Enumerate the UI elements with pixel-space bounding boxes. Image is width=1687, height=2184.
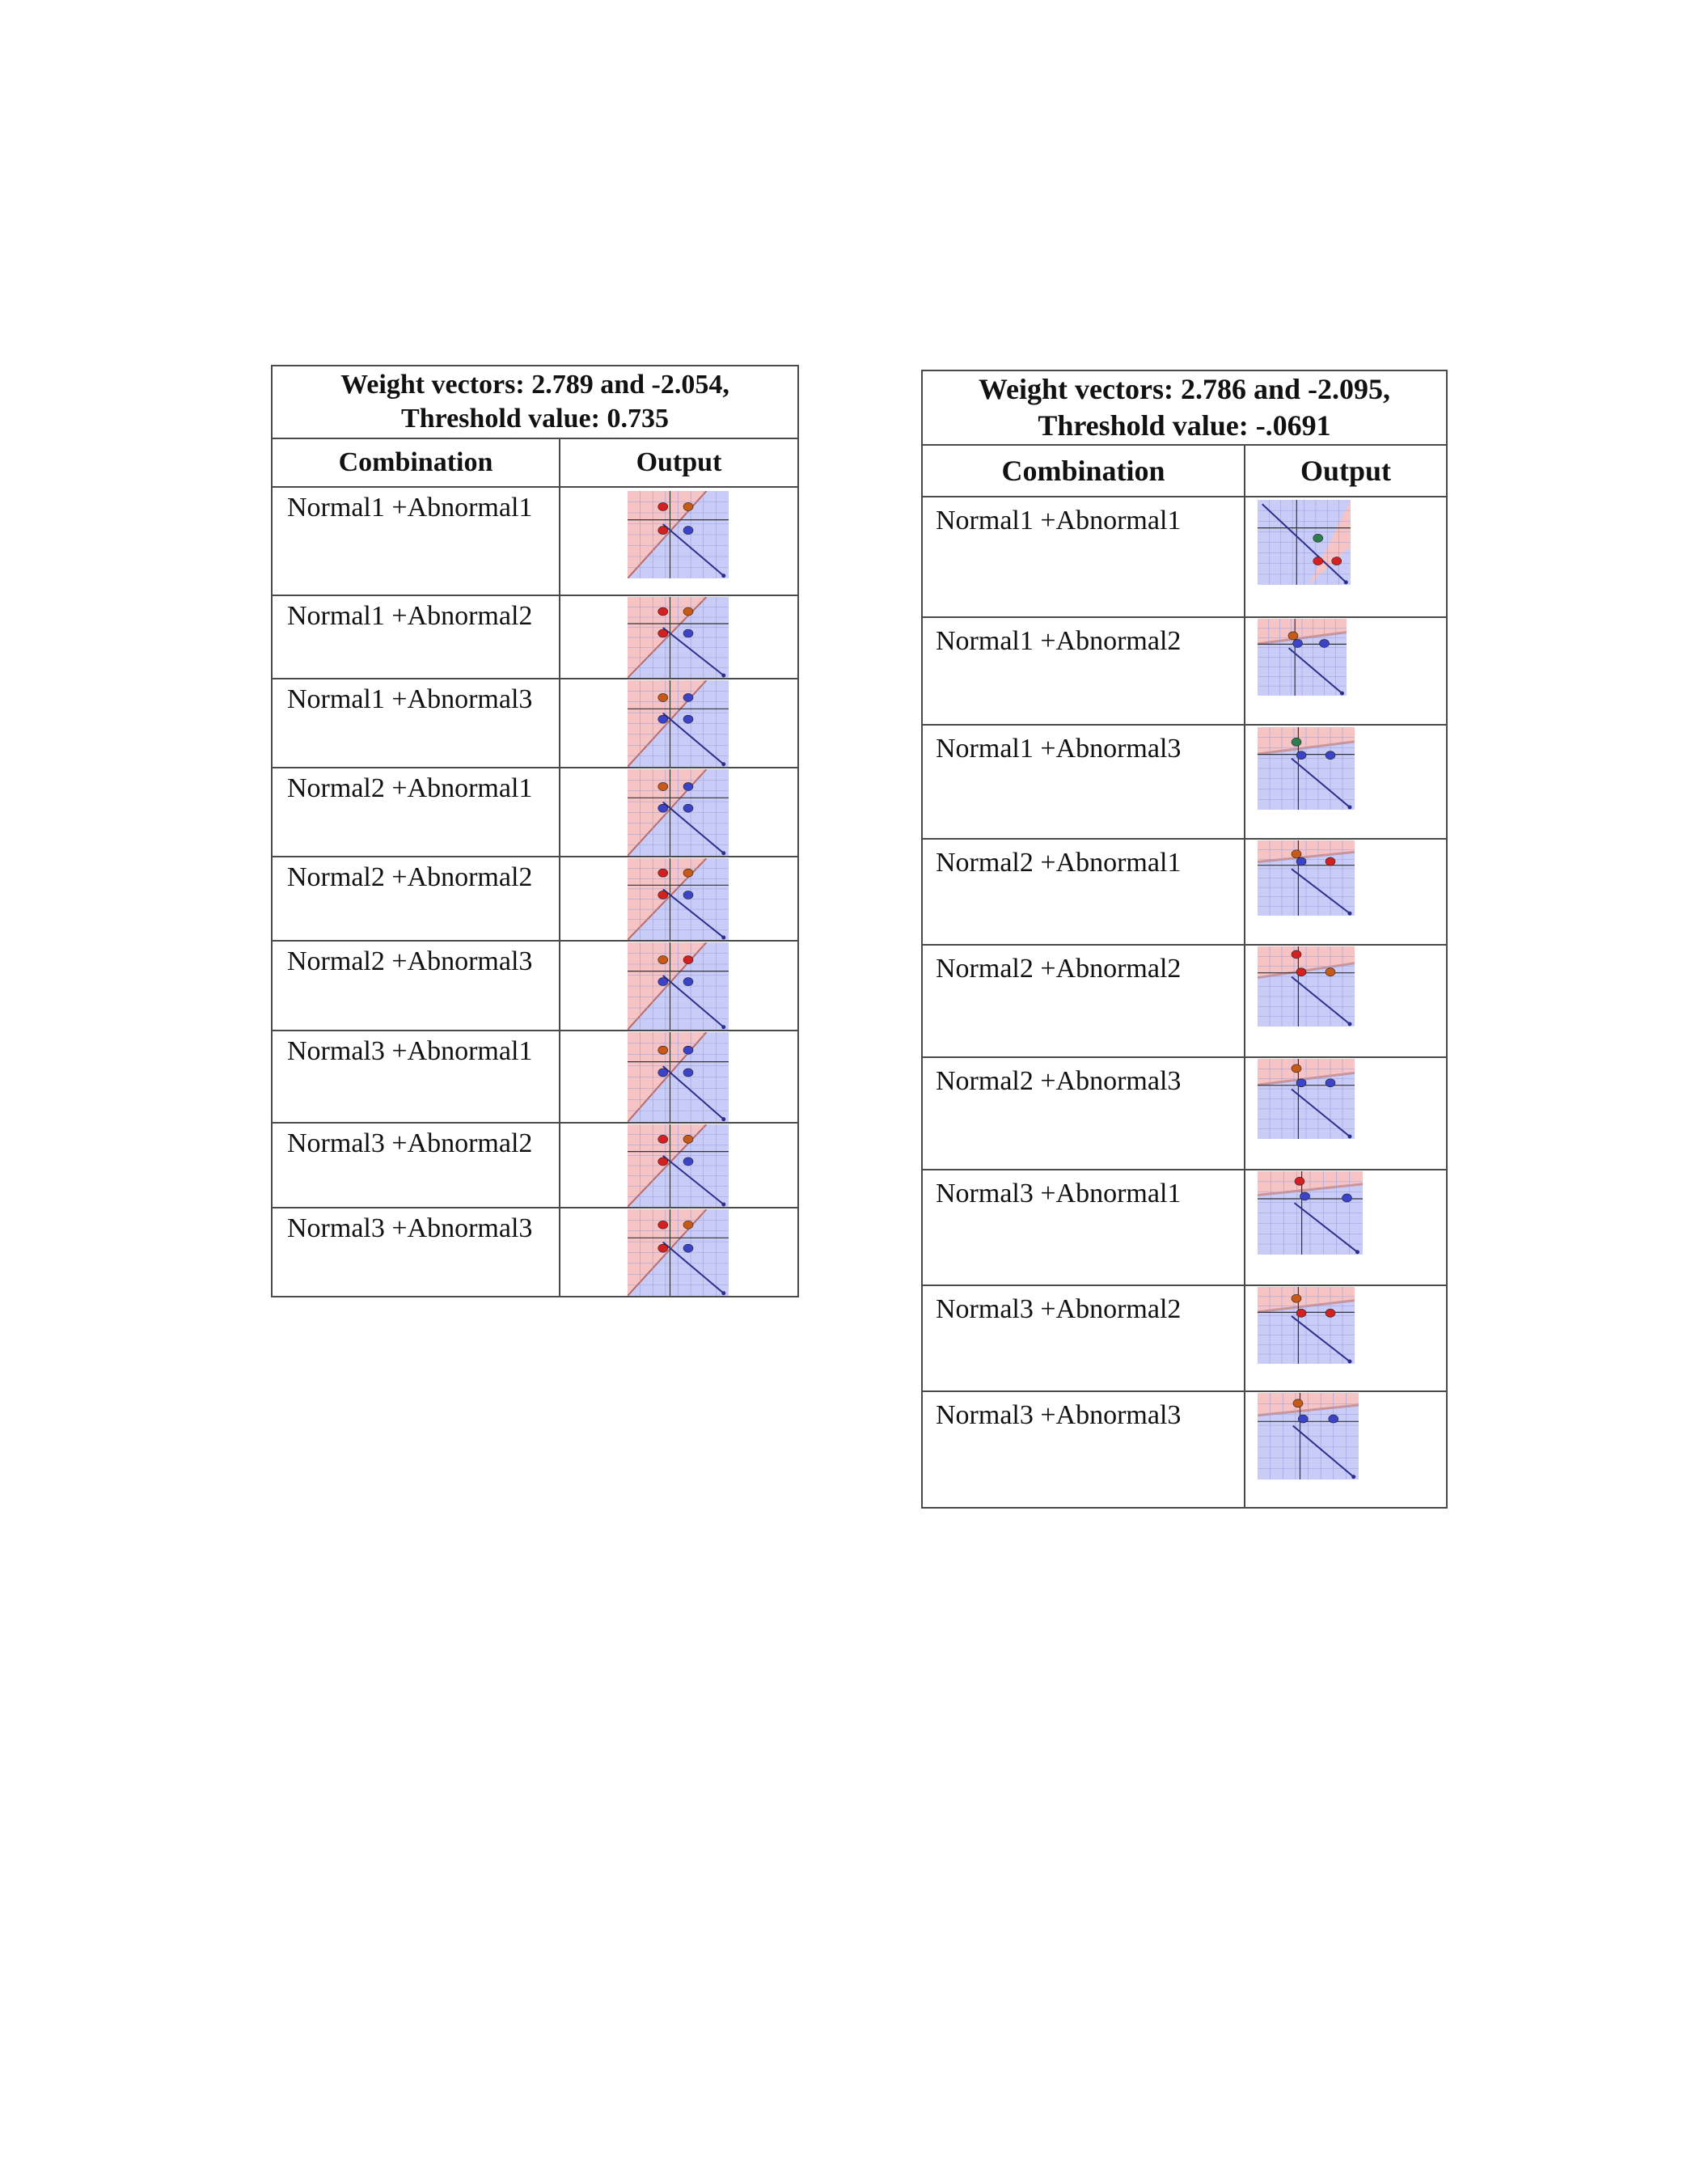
table-row-combination: Normal3 +Abnormal2 <box>272 1123 560 1208</box>
decision-boundary-plot <box>628 942 729 1030</box>
output-cell <box>560 1208 798 1297</box>
output-cell <box>560 941 798 1031</box>
decision-boundary-plot <box>628 1209 729 1296</box>
table-row-combination: Normal2 +Abnormal2 <box>272 857 560 941</box>
output-cell <box>1245 1391 1447 1508</box>
table-row-combination: Normal2 +Abnormal3 <box>272 941 560 1031</box>
left-results-table <box>271 365 799 1297</box>
decision-boundary-plot <box>628 858 729 940</box>
decision-boundary-plot <box>628 680 729 767</box>
table-row-combination: Normal1 +Abnormal3 <box>922 725 1245 839</box>
output-cell <box>1245 725 1447 839</box>
table-row-combination: Normal3 +Abnormal1 <box>922 1170 1245 1285</box>
decision-boundary-plot <box>628 769 729 856</box>
table-row-combination: Normal1 +Abnormal1 <box>272 487 560 595</box>
table-row-combination: Normal1 +Abnormal2 <box>272 595 560 679</box>
output-cell <box>560 1031 798 1123</box>
table-row-combination: Normal1 +Abnormal1 <box>922 497 1245 617</box>
decision-boundary-plot <box>1258 1059 1355 1139</box>
table-row-combination: Normal2 +Abnormal1 <box>272 768 560 857</box>
output-cell <box>560 679 798 768</box>
decision-boundary-plot <box>1258 946 1355 1026</box>
right-results-table <box>921 370 1448 1509</box>
decision-boundary-plot <box>1258 500 1351 585</box>
table-row-combination: Normal3 +Abnormal2 <box>922 1285 1245 1391</box>
table-row-combination: Normal3 +Abnormal3 <box>922 1391 1245 1508</box>
decision-boundary-plot <box>1258 727 1355 810</box>
right-col-combination: Combination <box>922 445 1245 497</box>
table-row-combination: Normal2 +Abnormal2 <box>922 945 1245 1057</box>
decision-boundary-plot <box>1258 619 1347 696</box>
right-col-output: Output <box>1245 445 1447 497</box>
table-row-combination: Normal2 +Abnormal1 <box>922 839 1245 945</box>
left-threshold-value: Threshold value: 0.735 <box>401 404 669 434</box>
decision-boundary-plot <box>628 597 729 678</box>
output-cell <box>1245 839 1447 945</box>
right-weight-vectors: Weight vectors: 2.786 and -2.095, <box>979 373 1390 405</box>
right-table-header <box>922 370 1447 445</box>
output-cell <box>560 487 798 595</box>
output-cell <box>1245 1057 1447 1170</box>
table-row-combination: Normal3 +Abnormal3 <box>272 1208 560 1297</box>
output-cell <box>1245 945 1447 1057</box>
left-table-header <box>272 366 798 438</box>
decision-boundary-plot <box>1258 1287 1355 1364</box>
left-weight-vectors: Weight vectors: 2.789 and -2.054, <box>340 369 729 400</box>
decision-boundary-plot <box>1258 1171 1363 1255</box>
table-row-combination: Normal2 +Abnormal3 <box>922 1057 1245 1170</box>
output-cell <box>560 595 798 679</box>
decision-boundary-plot <box>628 491 729 578</box>
decision-boundary-plot <box>628 1032 729 1122</box>
output-cell <box>1245 1285 1447 1391</box>
output-cell <box>1245 1170 1447 1285</box>
decision-boundary-plot <box>1258 840 1355 916</box>
left-col-output: Output <box>560 438 798 487</box>
table-row-combination: Normal3 +Abnormal1 <box>272 1031 560 1123</box>
output-cell <box>560 768 798 857</box>
decision-boundary-plot <box>628 1124 729 1207</box>
output-cell <box>560 1123 798 1208</box>
output-cell <box>1245 497 1447 617</box>
output-cell <box>1245 617 1447 725</box>
decision-boundary-plot <box>1258 1393 1359 1479</box>
left-col-combination: Combination <box>272 438 560 487</box>
output-cell <box>560 857 798 941</box>
right-threshold-value: Threshold value: -.0691 <box>1038 409 1331 442</box>
table-row-combination: Normal1 +Abnormal2 <box>922 617 1245 725</box>
table-row-combination: Normal1 +Abnormal3 <box>272 679 560 768</box>
